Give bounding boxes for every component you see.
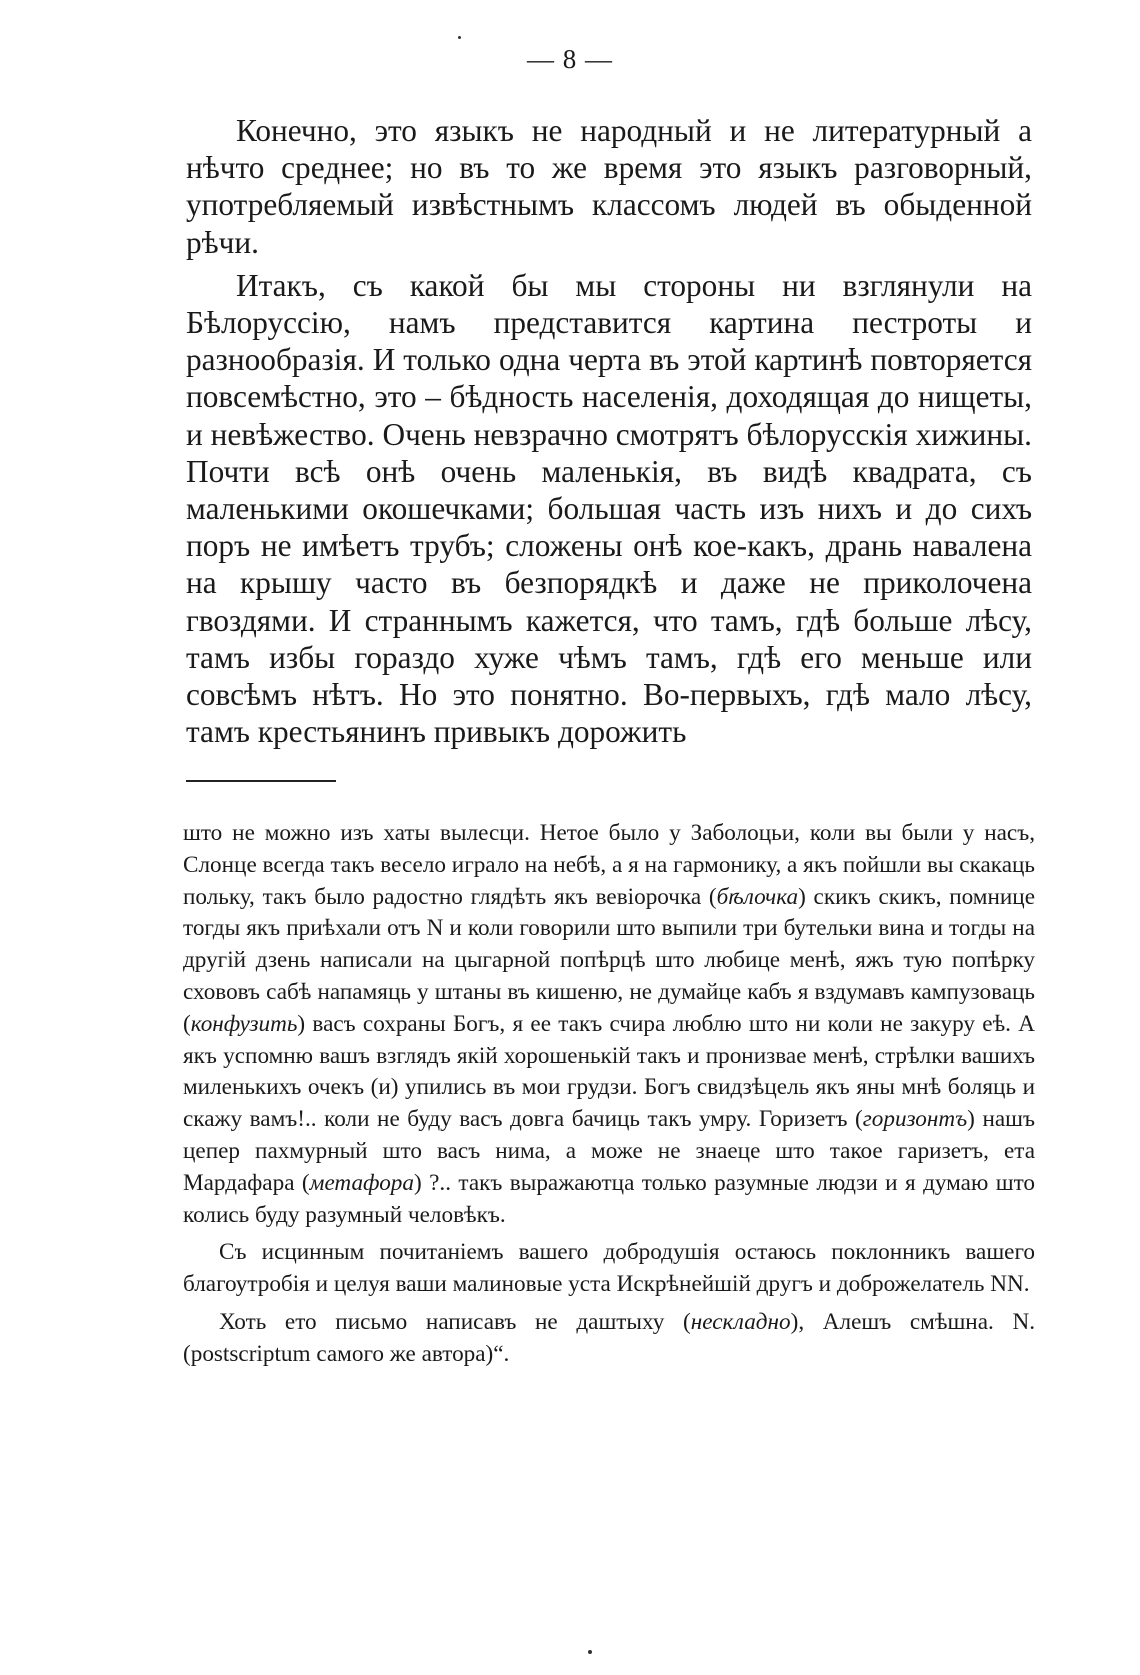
- footnote-letter: што не можно изъ хаты вылесци. Нетое было у Заболоцьи, коли вы были у насъ, Слонце всегда такъ весело играло на небѣ, а я на гармонику, а якъ пойшли вы скакаць польку, такъ было радостно глядѣть якъ вевіорочка (бѣлочка) скикъ скикъ, помнице тогды якъ приѣхали отъ N и коли говорили што выпили три бутельки вина и тогды на другій дзень написали на цыгарной попѣрцѣ што любице менѣ, яжъ тую попѣрку схововъ сабѣ напамяць у штаны въ кишеню, не думайце кабъ я вздумавъ кампузоваць (конфузить) васъ сохраны Богъ, я ее такъ счира люблю што ни коли не закуру еѣ. А якъ успомню вашъ взглядъ якій хорошенькій такъ и пронизвае менѣ, стрѣлки вашихъ миленькихъ очекъ (и) упились въ мои грудзи. Богъ свидзѣцель якъ яны мнѣ боляць и скажу вамъ!.. коли не буду васъ довга бачиць такъ умру. Горизетъ (горизонтъ) нашъ цепер пахмурный што васъ нима, а може не знаеце што такое гаризетъ, ета Мардафара (метафора) ?.. такъ выражаютца только разумные людзи и я думаю што колись буду разумный человѣкъ.: [183, 820, 1035, 1228]
- footnote-closing: Съ исцинным почитаніемъ вашего добродушія остаюсь поклонникъ вашего благоутробія и целуя ваши малиновые уста Искрѣнейшій другъ и доброжелатель NN.: [183, 1239, 1035, 1298]
- paragraph-1: Конечно, это языкъ не народный и не литературный а нѣчто среднее; но въ то же время это языкъ разговорный, употребляемый извѣстнымъ классомъ людей въ обыденной рѣчи.: [186, 113, 1032, 260]
- gloss: нескладно: [690, 1308, 791, 1335]
- footnote-rule: [186, 780, 336, 782]
- gloss: конфузить: [190, 1010, 298, 1037]
- page-number: — 8 —: [527, 44, 613, 74]
- paragraph-2: Итакъ, съ какой бы мы стороны ни взглянули на Бѣлоруссію, намъ представится картина пестроты и разнообразія. И только одна черта въ этой картинѣ повторяется повсемѣстно, это – бѣдность населенія, доходящая до нищеты, и невѣжество. Очень невзрачно смотрятъ бѣлорусскія хижины. Почти всѣ онѣ очень маленькія, въ видѣ квадрата, съ маленькими окошечками; большая часть изъ нихъ и до сихъ поръ не имѣетъ трубъ; сложены онѣ кое-какъ, дрань навалена на крышу часто въ безпорядкѣ и даже не приколочена гвоздями. И страннымъ кажется, что тамъ, гдѣ больше лѣсу, тамъ избы гораздо хуже чѣмъ тамъ, гдѣ его меньше или совсѣмъ нѣтъ. Но это понятно. Во-первыхъ, гдѣ мало лѣсу, тамъ крестьянинъ привыкъ дорожить: [186, 267, 1032, 750]
- gloss: бѣлочка: [716, 883, 799, 910]
- print-speck: [458, 36, 461, 39]
- footnote: [183, 818, 1035, 1377]
- gloss: горизонтъ: [862, 1106, 968, 1133]
- footnote-postscript: Хоть ето письмо написавъ не даштыху (нескладно), Алешъ смѣшна. N. (postscriptum самого же автора)“.: [183, 1308, 1035, 1367]
- print-speck: [588, 1650, 592, 1654]
- main-text: [186, 112, 1032, 756]
- gloss: метафора: [309, 1169, 414, 1196]
